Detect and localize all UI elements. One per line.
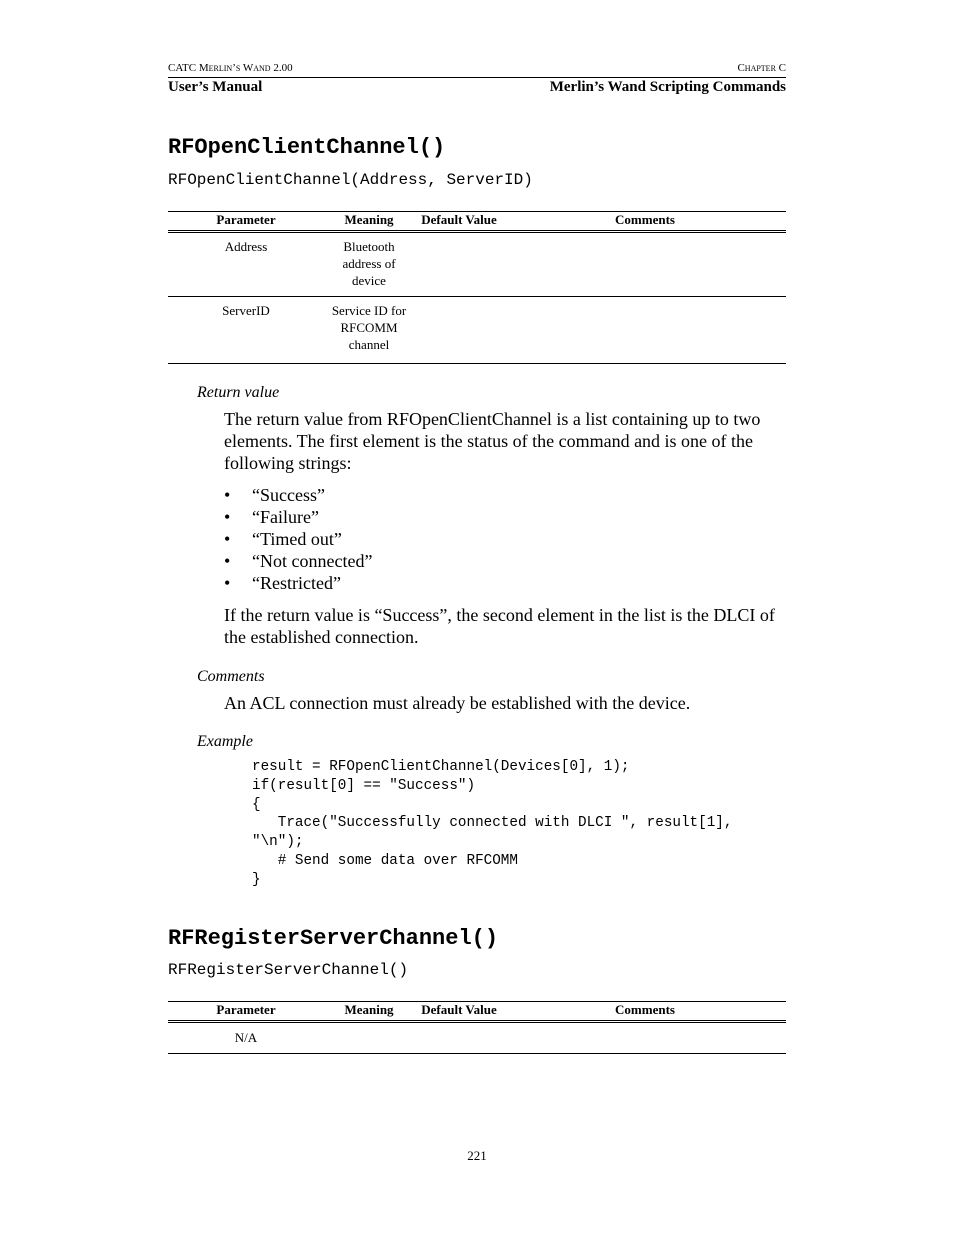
code-line: { bbox=[252, 796, 261, 813]
table-row bbox=[168, 297, 786, 364]
column-header: Meaning bbox=[344, 1002, 394, 1017]
column-header: Comments bbox=[615, 1002, 675, 1017]
return-value-text-2: If the return value is “Success”, the second element in the list is the DLCI of the established connection. bbox=[224, 605, 775, 647]
list-item: • “Timed out” bbox=[224, 528, 372, 550]
table-cell bbox=[504, 1022, 786, 1054]
column-header: Default Value bbox=[421, 212, 497, 227]
code-line: result = RFOpenClientChannel(Devices[0], 1); bbox=[252, 759, 630, 775]
header-product: CATC Merlin’s Wand 2.00 bbox=[168, 62, 293, 74]
table-cell bbox=[414, 232, 504, 297]
table-cell bbox=[504, 232, 786, 297]
column-header: Meaning bbox=[344, 212, 394, 227]
table-row bbox=[168, 1022, 786, 1054]
function-title: RFOpenClientChannel() bbox=[168, 135, 446, 160]
status-list bbox=[224, 484, 372, 594]
comments-heading: Comments bbox=[197, 668, 265, 685]
function-signature: RFOpenClientChannel(Address, ServerID) bbox=[168, 171, 533, 189]
example-heading: Example bbox=[197, 733, 253, 750]
table-header-row bbox=[168, 1002, 786, 1022]
return-value-heading: Return value bbox=[197, 384, 280, 401]
table-cell: Service ID for RFCOMM channel bbox=[331, 303, 407, 352]
page-number: 221 bbox=[467, 1148, 487, 1163]
column-header: Parameter bbox=[216, 1002, 276, 1017]
list-item: • “Failure” bbox=[224, 506, 372, 528]
table-cell: Bluetooth address of device bbox=[342, 239, 396, 288]
table-cell: ServerID bbox=[222, 303, 270, 318]
table-cell bbox=[414, 1022, 504, 1054]
return-value-text: The return value from RFOpenClientChannel is a list containing up to two elements. The first element is the status of the command and is one of the following strings: bbox=[224, 409, 761, 473]
code-line: # Send some data over RFCOMM bbox=[252, 852, 518, 869]
header-chapter: Chapter C bbox=[737, 62, 786, 74]
comments-text: An ACL connection must already be established with the device. bbox=[224, 693, 691, 713]
code-example bbox=[252, 758, 732, 890]
header-rule bbox=[168, 77, 786, 78]
table-cell: Address bbox=[224, 239, 268, 254]
code-line: "\n"); bbox=[252, 834, 304, 851]
column-header: Parameter bbox=[216, 212, 276, 227]
header-section: Merlin’s Wand Scripting Commands bbox=[549, 79, 786, 95]
table-header-row bbox=[168, 212, 786, 232]
list-item: • “Not connected” bbox=[224, 550, 372, 572]
parameter-table-2 bbox=[168, 1001, 786, 1054]
table-cell bbox=[414, 297, 504, 364]
list-item: • “Success” bbox=[224, 484, 372, 506]
running-header-top bbox=[168, 62, 786, 77]
function-signature-2: RFRegisterServerChannel() bbox=[168, 961, 409, 979]
column-header: Default Value bbox=[421, 1002, 497, 1017]
table-row bbox=[168, 232, 786, 297]
running-header-bottom bbox=[168, 79, 786, 96]
function-title-2: RFRegisterServerChannel() bbox=[168, 926, 499, 951]
table-cell: N/A bbox=[234, 1030, 258, 1045]
table-cell bbox=[324, 1022, 414, 1054]
code-line: Trace("Successfully connected with DLCI ", result[1], bbox=[252, 815, 733, 832]
code-line: } bbox=[252, 871, 261, 888]
list-item: • “Restricted” bbox=[224, 572, 372, 594]
header-manual: User’s Manual bbox=[168, 79, 263, 95]
column-header: Comments bbox=[615, 212, 675, 227]
table-cell bbox=[504, 297, 786, 364]
parameter-table bbox=[168, 211, 786, 364]
code-line: if(result[0] == "Success") bbox=[252, 777, 476, 794]
